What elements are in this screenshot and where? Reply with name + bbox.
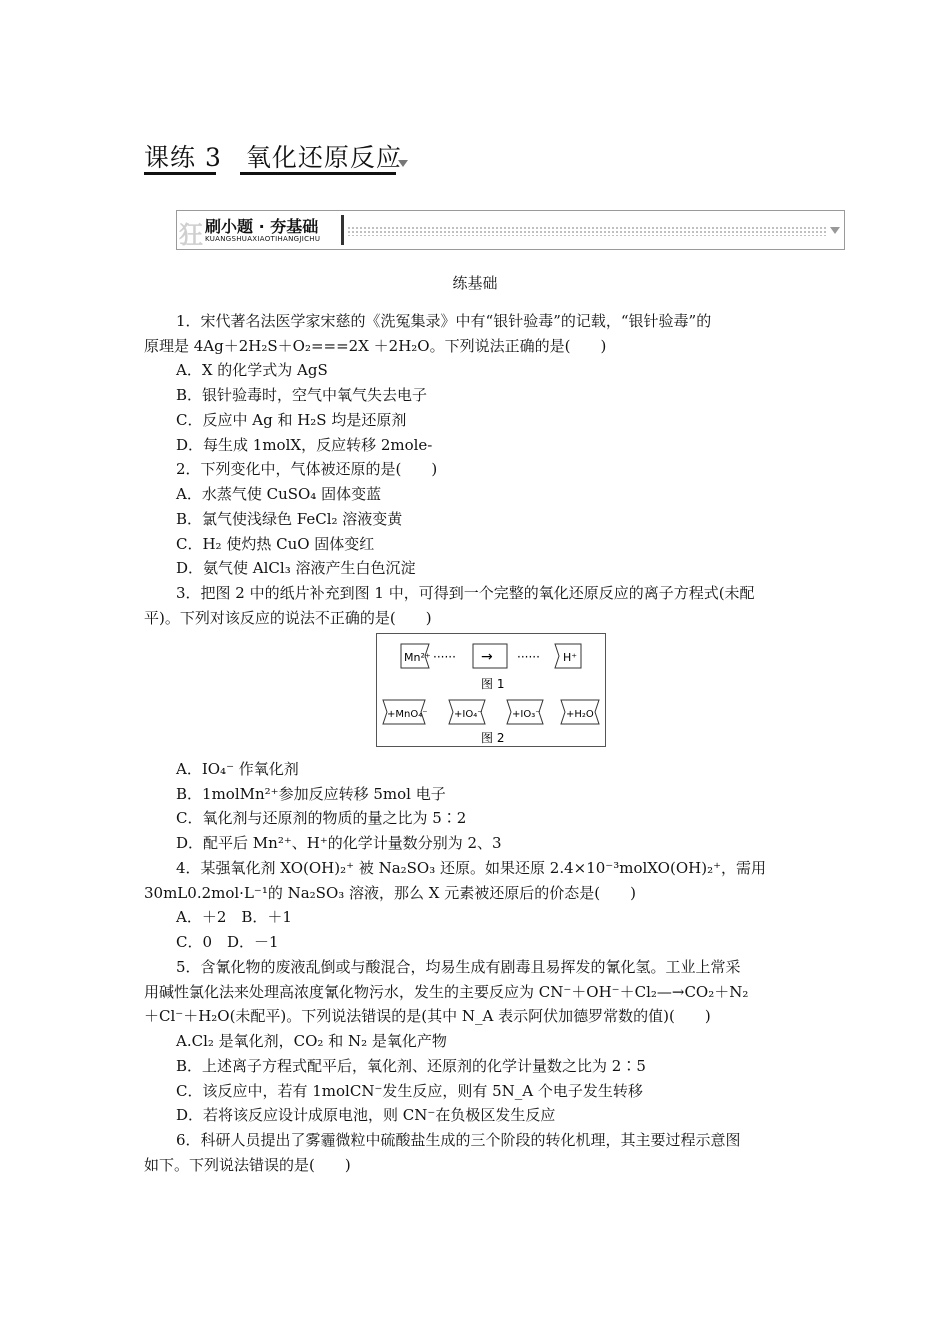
text-line: 3．把图 2 中的纸片补充到图 1 中，可得到一个完整的氧化还原反应的离子方程式(未配 [176,584,755,602]
fig1-card-mn [401,644,431,668]
option-line: C．0 D．－1 [176,933,279,951]
fig2-card-label: +MnO₄⁻ [387,709,428,720]
text-line: 用碱性氯化法来处理高浓度氰化物污水，发生的主要反应为 CN⁻＋OH⁻＋Cl₂—→CO₂＋N₂ [144,983,749,1001]
option-line: B．氯气使浅绿色 FeCl₂ 溶液变黄 [176,510,403,528]
reaction-figure [376,633,606,747]
text-line: 如下。下列说法错误的是( ) [144,1156,351,1174]
dropdown-triangle-icon [398,160,408,167]
title-name: 氧化还原反应 [245,143,402,172]
option-line: A．水蒸气使 CuSO₄ 固体变蓝 [176,485,382,503]
option-line: B．银针验毒时，空气中氧气失去电子 [176,386,428,404]
option-line: B．上述离子方程式配平后，氧化剂、还原剂的化学计量数之比为 2∶5 [176,1057,646,1075]
option-line: D．每生成 1molX，反应转移 2mole- [176,436,433,454]
option-line: B．1molMn²⁺参加反应转移 5mol 电子 [176,785,446,803]
fig2-card-label: +IO₃⁻ [512,709,541,720]
option-line: A．＋2 B．＋1 [176,908,292,926]
text-line: 6．科研人员提出了雾霾微粒中硫酸盐生成的三个阶段的转化机理，其主要过程示意图 [176,1131,741,1149]
text-line: 平)。下列对该反应的说法不正确的是( ) [144,609,432,627]
title-underline [144,172,216,175]
option-line: C．H₂ 使灼热 CuO 固体变红 [176,535,375,553]
option-line: A．X 的化学式为 AgS [176,361,328,379]
fig1-dots: ······ [433,650,456,664]
banner-sub-text: KUANGSHUAXIAOTIHANGJICHU [205,235,321,243]
fig1-dots: ······ [517,650,540,664]
fig2-card-label: +IO₄⁻ [454,709,483,720]
title-underline [240,172,396,175]
text-line: ＋Cl⁻＋H₂O(未配平)。下列说法错误的是(其中 N_A 表示阿伏加德罗常数的值)( ) [144,1007,711,1025]
fig1-card-h [555,644,581,668]
dropdown-triangle-icon [830,227,840,234]
option-line: C．反应中 Ag 和 H₂S 均是还原剂 [176,411,407,429]
banner-main-text: 刷小题 · 夯基础 [205,217,319,236]
fig1-left-label: Mn²⁺ [404,651,431,664]
arrow-icon: → [481,649,493,665]
option-line: A.Cl₂ 是氧化剂，CO₂ 和 N₂ 是氧化产物 [176,1032,447,1050]
text-line: 2．下列变化中，气体被还原的是( ) [176,460,438,478]
option-line: D．氨气使 AlCl₃ 溶液产生白色沉淀 [176,559,416,577]
option-line: D．若将该反应设计成原电池，则 CN⁻在负极区发生反应 [176,1106,556,1124]
text-line: 5．含氰化物的废液乱倒或与酸混合，均易生成有剧毒且易挥发的氰化氢。工业上常采 [176,958,741,976]
fig2-card-label: +H₂O [566,709,594,720]
title-prefix: 课练 3 [144,143,222,172]
text-line: 30mL0.2mol·L⁻¹的 Na₂SO₃ 溶液，那么 X 元素被还原后的价态是( ) [144,884,636,902]
text-line: 1．宋代著名法医学家宋慈的《洗冤集录》中有“银针验毒”的记载，“银针验毒”的 [176,312,712,330]
option-line: C．氧化剂与还原剂的物质的量之比为 5∶2 [176,809,467,827]
fig2-caption: 图 2 [481,731,505,745]
banner-pattern [347,226,827,236]
fig1-caption: 图 1 [481,677,505,691]
banner-divider [341,215,344,245]
section-banner [176,210,845,250]
fig1-right-label: H⁺ [563,651,578,664]
text-line: 4．某强氧化剂 XO(OH)₂⁺ 被 Na₂SO₃ 还原。如果还原 2.4×10⁻³molXO(OH)₂⁺，需用 [176,859,766,877]
page-title [144,138,402,174]
option-line: A．IO₄⁻ 作氧化剂 [176,760,299,778]
option-line: C．该反应中，若有 1molCN⁻发生反应，则有 5N_A 个电子发生转移 [176,1082,643,1100]
figure-drawing [377,634,605,746]
section-title: 练基础 [452,274,498,292]
text-line: 原理是 4Ag＋2H₂S＋O₂===2X ＋2H₂O。下列说法正确的是( ) [144,337,607,355]
banner-icon-char: 狂 [179,220,203,249]
option-line: D．配平后 Mn²⁺、H⁺的化学计量数分别为 2、3 [176,834,502,852]
